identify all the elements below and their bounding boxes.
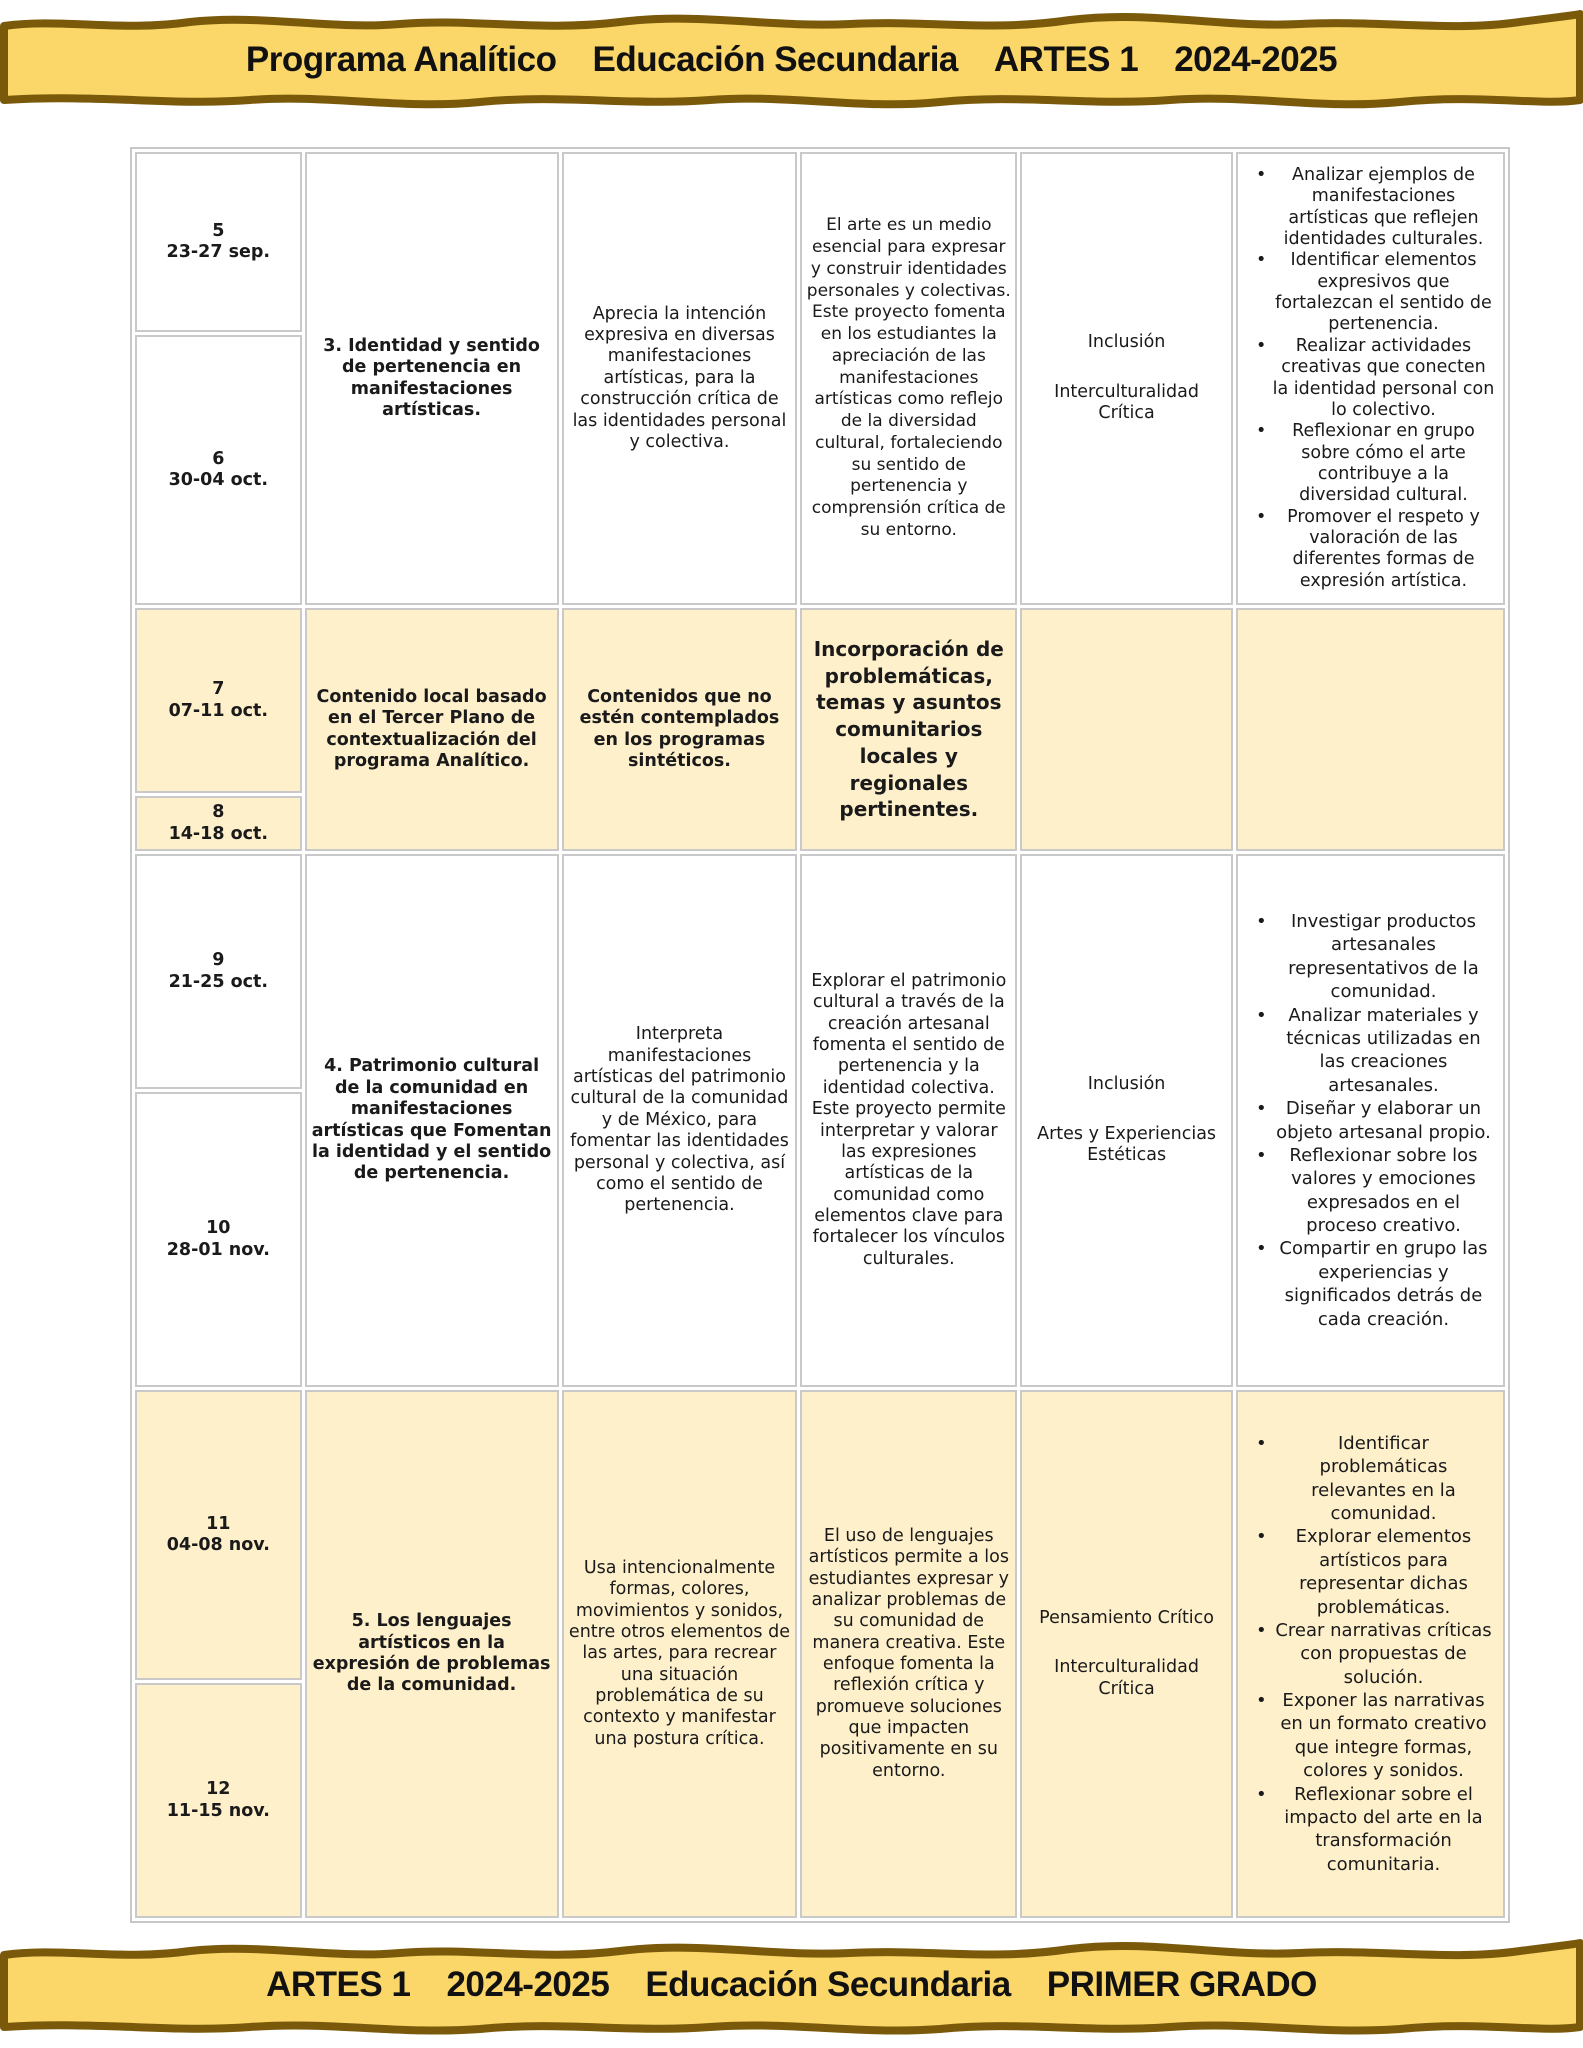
ejes-cell bbox=[1020, 854, 1233, 1387]
week-cell bbox=[135, 335, 302, 605]
description-cell: El uso de lenguajes artísticos permite a los estudiantes expresar y analizar problemas de su comunidad de manera creativa. Este enfoque fomenta la reflexión crítica y promueve soluciones que impacten positivamente en su entorno. bbox=[800, 1390, 1017, 1918]
list-item: • Reflexionar en grupo sobre cómo el arte contribuye a la diversidad cultural. bbox=[1255, 421, 1475, 506]
list-item: • Reflexionar sobre los valores y emociones expresados en el proceso creativo. bbox=[1255, 1144, 1478, 1237]
description-cell: El arte es un medio esencial para expresar y construir identidades personales y colectivas. Este proyecto fomenta en los estudiantes la apreciación de las manifestaciones artísticas como reflejo de la diversidad cultural, fortaleciendo su sentido de pertenencia y comprensión crítica de su entorno. bbox=[800, 152, 1017, 605]
week-dates: 21-25 oct. bbox=[168, 971, 269, 992]
bullet-icon: • bbox=[1255, 1619, 1267, 1641]
bullet-icon: • bbox=[1255, 1238, 1267, 1260]
header-title bbox=[0, 10, 1583, 110]
header-year: 2024-2025 bbox=[1174, 40, 1338, 79]
bullet-icon: • bbox=[1255, 1526, 1267, 1548]
week-number: 7 bbox=[212, 679, 225, 700]
week-cell bbox=[135, 152, 302, 332]
activities-list bbox=[1242, 1432, 1499, 1876]
bullet-icon: • bbox=[1255, 910, 1267, 932]
bullet-icon: • bbox=[1255, 335, 1267, 356]
week-dates: 11-15 nov. bbox=[166, 1800, 270, 1821]
week-cell bbox=[135, 1390, 302, 1680]
bullet-icon: • bbox=[1255, 1144, 1267, 1166]
activities-cell bbox=[1236, 152, 1505, 605]
week-dates: 28-01 nov. bbox=[166, 1239, 270, 1260]
eje-label: Interculturalidad Crítica bbox=[1054, 381, 1199, 424]
table-row bbox=[135, 608, 1505, 793]
list-item: • Identificar elementos expresivos que fortalezcan el sentido de pertenencia. bbox=[1255, 250, 1492, 335]
week-dates: 30-04 oct. bbox=[168, 470, 269, 490]
bullet-icon: • bbox=[1255, 1004, 1267, 1026]
activities-list bbox=[1242, 910, 1499, 1331]
table-row bbox=[135, 854, 1505, 1089]
eje-label: Pensamiento Crítico bbox=[1039, 1607, 1214, 1628]
eje-label: Artes y Experiencias Estéticas bbox=[1037, 1123, 1217, 1166]
bullet-icon: • bbox=[1255, 1432, 1267, 1454]
week-number: 10 bbox=[206, 1218, 231, 1239]
week-cell bbox=[135, 1683, 302, 1918]
activities-list bbox=[1242, 165, 1499, 592]
week-number: 5 bbox=[212, 220, 225, 241]
week-dates: 14-18 oct. bbox=[168, 823, 269, 844]
footer-year: 2024-2025 bbox=[446, 1965, 610, 2004]
week-number: 8 bbox=[212, 802, 225, 823]
activities-cell bbox=[1236, 1390, 1505, 1918]
ejes-cell bbox=[1020, 1390, 1233, 1918]
activities-cell bbox=[1236, 854, 1505, 1387]
description-cell: Incorporación de problemáticas, temas y asuntos comunitarios locales y regionales pertinentes. bbox=[800, 608, 1017, 851]
bullet-icon: • bbox=[1255, 165, 1267, 186]
pda-cell: Aprecia la intención expresiva en diversas manifestaciones artísticas, para la construcción crítica de las identidades personal y colectiva. bbox=[562, 152, 798, 605]
bullet-icon: • bbox=[1255, 250, 1267, 271]
ejes-cell bbox=[1020, 152, 1233, 605]
list-item: • Analizar materiales y técnicas utilizadas en las creaciones artesanales. bbox=[1255, 1004, 1481, 1096]
week-cell bbox=[135, 796, 302, 851]
footer-title bbox=[0, 1935, 1583, 2035]
list-item: • Investigar productos artesanales representativos de la comunidad. bbox=[1255, 910, 1479, 1003]
week-cell bbox=[135, 854, 302, 1089]
list-item: • Compartir en grupo las experiencias y significados detrás de cada creación. bbox=[1255, 1238, 1488, 1330]
list-item: • Reflexionar sobre el impacto del arte en la transformación comunitaria. bbox=[1255, 1783, 1483, 1875]
list-item: • Diseñar y elaborar un objeto artesanal propio. bbox=[1255, 1098, 1491, 1143]
eje-label: Inclusión bbox=[1087, 1074, 1166, 1095]
bullet-icon: • bbox=[1255, 421, 1267, 442]
week-cell bbox=[135, 1092, 302, 1387]
table-row bbox=[135, 152, 1505, 332]
topic-cell: 5. Los lenguajes artísticos en la expresión de problemas de la comunidad. bbox=[305, 1390, 559, 1918]
bullet-icon: • bbox=[1255, 1690, 1267, 1712]
pda-cell: Interpreta manifestaciones artísticas del patrimonio cultural de la comunidad y de México, para fomentar las identidades personal y colectiva, así como el sentido de pertenencia. bbox=[562, 854, 798, 1387]
week-number: 6 bbox=[212, 448, 225, 469]
topic-cell: 3. Identidad y sentido de pertenencia en manifestaciones artísticas. bbox=[305, 152, 559, 605]
header-subject: ARTES 1 bbox=[993, 40, 1139, 79]
list-item: • Identificar problemáticas relevantes en la comunidad. bbox=[1255, 1432, 1456, 1524]
week-dates: 23-27 sep. bbox=[166, 242, 271, 262]
week-number: 9 bbox=[212, 950, 225, 971]
topic-cell: Contenido local basado en el Tercer Plano de contextualización del programa Analítico. bbox=[305, 608, 559, 851]
program-table bbox=[130, 147, 1510, 1923]
week-dates: 04-08 nov. bbox=[166, 1535, 270, 1555]
week-cell bbox=[135, 608, 302, 793]
bullet-icon: • bbox=[1255, 1783, 1267, 1805]
list-item: • Analizar ejemplos de manifestaciones artísticas que reflejen identidades culturales. bbox=[1255, 165, 1484, 250]
activities-cell bbox=[1236, 608, 1505, 851]
list-item: • Realizar actividades creativas que conecten la identidad personal con lo colectivo. bbox=[1255, 335, 1495, 420]
week-dates: 07-11 oct. bbox=[168, 700, 269, 721]
footer-banner bbox=[0, 1935, 1583, 2035]
ejes-cell bbox=[1020, 608, 1233, 851]
bullet-icon: • bbox=[1255, 506, 1267, 527]
pda-cell: Contenidos que no estén contemplados en los programas sintéticos. bbox=[562, 608, 798, 851]
footer-subject: ARTES 1 bbox=[266, 1965, 411, 2004]
description-cell: Explorar el patrimonio cultural a través de la creación artesanal fomenta el sentido de pertenencia y la identidad colectiva. Este proyecto permite interpretar y valorar las expresiones artísticas de la comunidad como elementos clave para fortalecer los vínculos culturales. bbox=[800, 854, 1017, 1387]
list-item: • Crear narrativas críticas con propuestas de solución. bbox=[1255, 1619, 1492, 1688]
topic-cell: 4. Patrimonio cultural de la comunidad en manifestaciones artísticas que Fomentan la identidad y el sentido de pertenencia. bbox=[305, 854, 559, 1387]
header-level: Educación Secundaria bbox=[592, 40, 958, 79]
list-item: • Promover el respeto y valoración de las diferentes formas de expresión artística. bbox=[1255, 506, 1480, 591]
eje-label: Interculturalidad Crítica bbox=[1054, 1657, 1199, 1699]
header-program: Programa Analítico bbox=[245, 40, 557, 79]
table-row bbox=[135, 1390, 1505, 1680]
header-banner bbox=[0, 10, 1583, 110]
pda-cell: Usa intencionalmente formas, colores, movimientos y sonidos, entre otros elementos de las artes, para recrear una situación problemática de su contexto y manifestar una postura crítica. bbox=[562, 1390, 798, 1918]
list-item: • Exponer las narrativas en un formato creativo que integre formas, colores y sonidos. bbox=[1255, 1690, 1487, 1782]
week-number: 11 bbox=[206, 1513, 231, 1534]
footer-grade: PRIMER GRADO bbox=[1046, 1965, 1317, 2004]
list-item: • Explorar elementos artísticos para representar dichas problemáticas. bbox=[1255, 1526, 1472, 1618]
footer-level: Educación Secundaria bbox=[645, 1965, 1011, 2004]
bullet-icon: • bbox=[1255, 1098, 1267, 1120]
week-number: 12 bbox=[206, 1779, 231, 1800]
eje-label: Inclusión bbox=[1087, 332, 1166, 353]
